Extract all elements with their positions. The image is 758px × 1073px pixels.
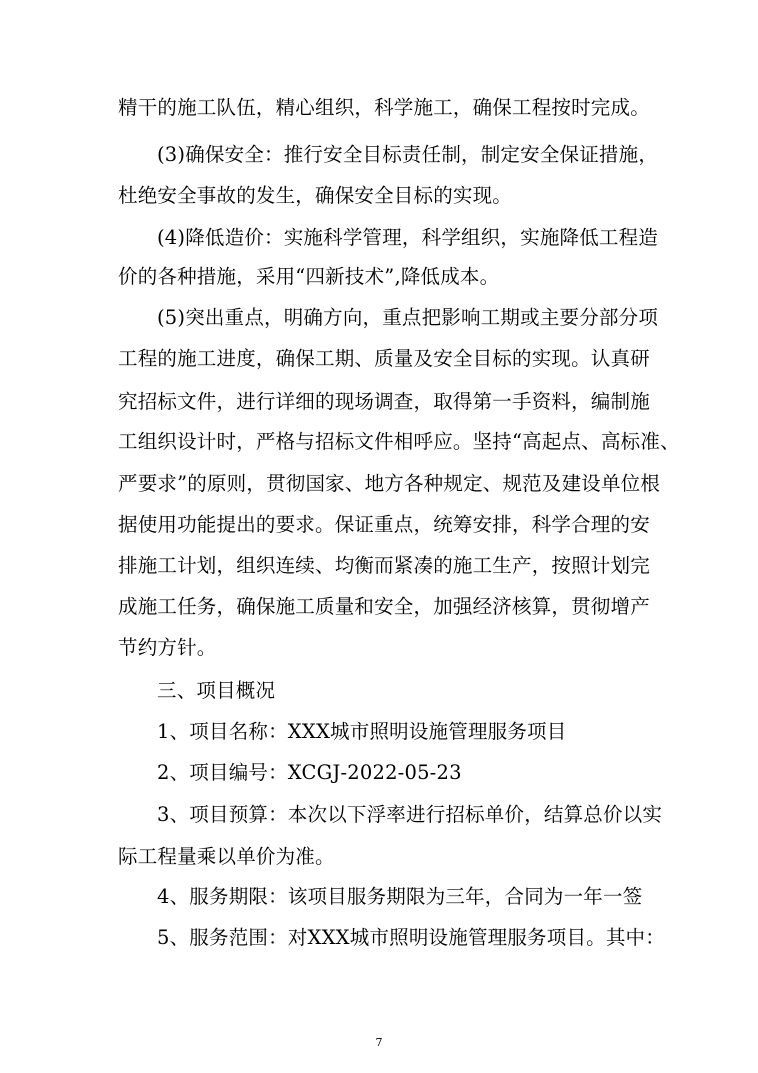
- text-line: 工组织设计时，严格与招标文件相呼应。坚持“高起点、高标准、: [118, 430, 680, 453]
- text-line: 节约方针。: [118, 636, 217, 659]
- text-line: 5、服务范围：对XXX城市照明设施管理服务项目。其中：: [157, 926, 665, 949]
- text-line: 杜绝安全事故的发生，确保安全目标的实现。: [118, 184, 513, 207]
- text-line: 究招标文件，进行详细的现场调查，取得第一手资料，编制施: [118, 390, 650, 413]
- text-line: 际工程量乘以单价为准。: [118, 845, 335, 868]
- text-line: (5)突出重点，明确方向，重点把影响工期或主要分部分项: [157, 306, 659, 329]
- text-line: 严要求”的原则，贯彻国家、地方各种规定、规范及建设单位根: [118, 472, 661, 495]
- text-line: 据使用功能提出的要求。保证重点，统筹安排，科学合理的安: [118, 513, 650, 536]
- text-line: 价的各种措施，采用“四新技术”,降低成本。: [118, 265, 500, 288]
- text-line: 排施工计划，组织连续、均衡而紧凑的施工生产，按照计划完: [118, 554, 650, 577]
- text-line: 精干的施工队伍，精心组织，科学施工，确保工程按时完成。: [118, 96, 650, 119]
- text-line: 2、项目编号：XCGJ-2022-05-23: [157, 761, 462, 784]
- text-line: 3、项目预算：本次以下浮率进行招标单价，结算总价以实: [157, 803, 663, 826]
- text-line: (4)降低造价：实施科学管理，科学组织，实施降低工程造: [157, 226, 659, 249]
- text-line: (3)确保安全：推行安全目标责任制，制定安全保证措施，: [157, 143, 659, 166]
- text-line: 4、服务期限：该项目服务期限为三年，合同为一年一签: [157, 885, 643, 908]
- text-line: 工程的施工进度，确保工期、质量及安全目标的实现。认真研: [118, 347, 650, 370]
- page-number: 7: [375, 1036, 383, 1049]
- text-line: 成施工任务，确保施工质量和安全，加强经济核算，贯彻增产: [118, 595, 650, 618]
- section-heading: 三、项目概况: [157, 679, 276, 702]
- text-line: 1、项目名称：XXX城市照明设施管理服务项目: [157, 720, 567, 743]
